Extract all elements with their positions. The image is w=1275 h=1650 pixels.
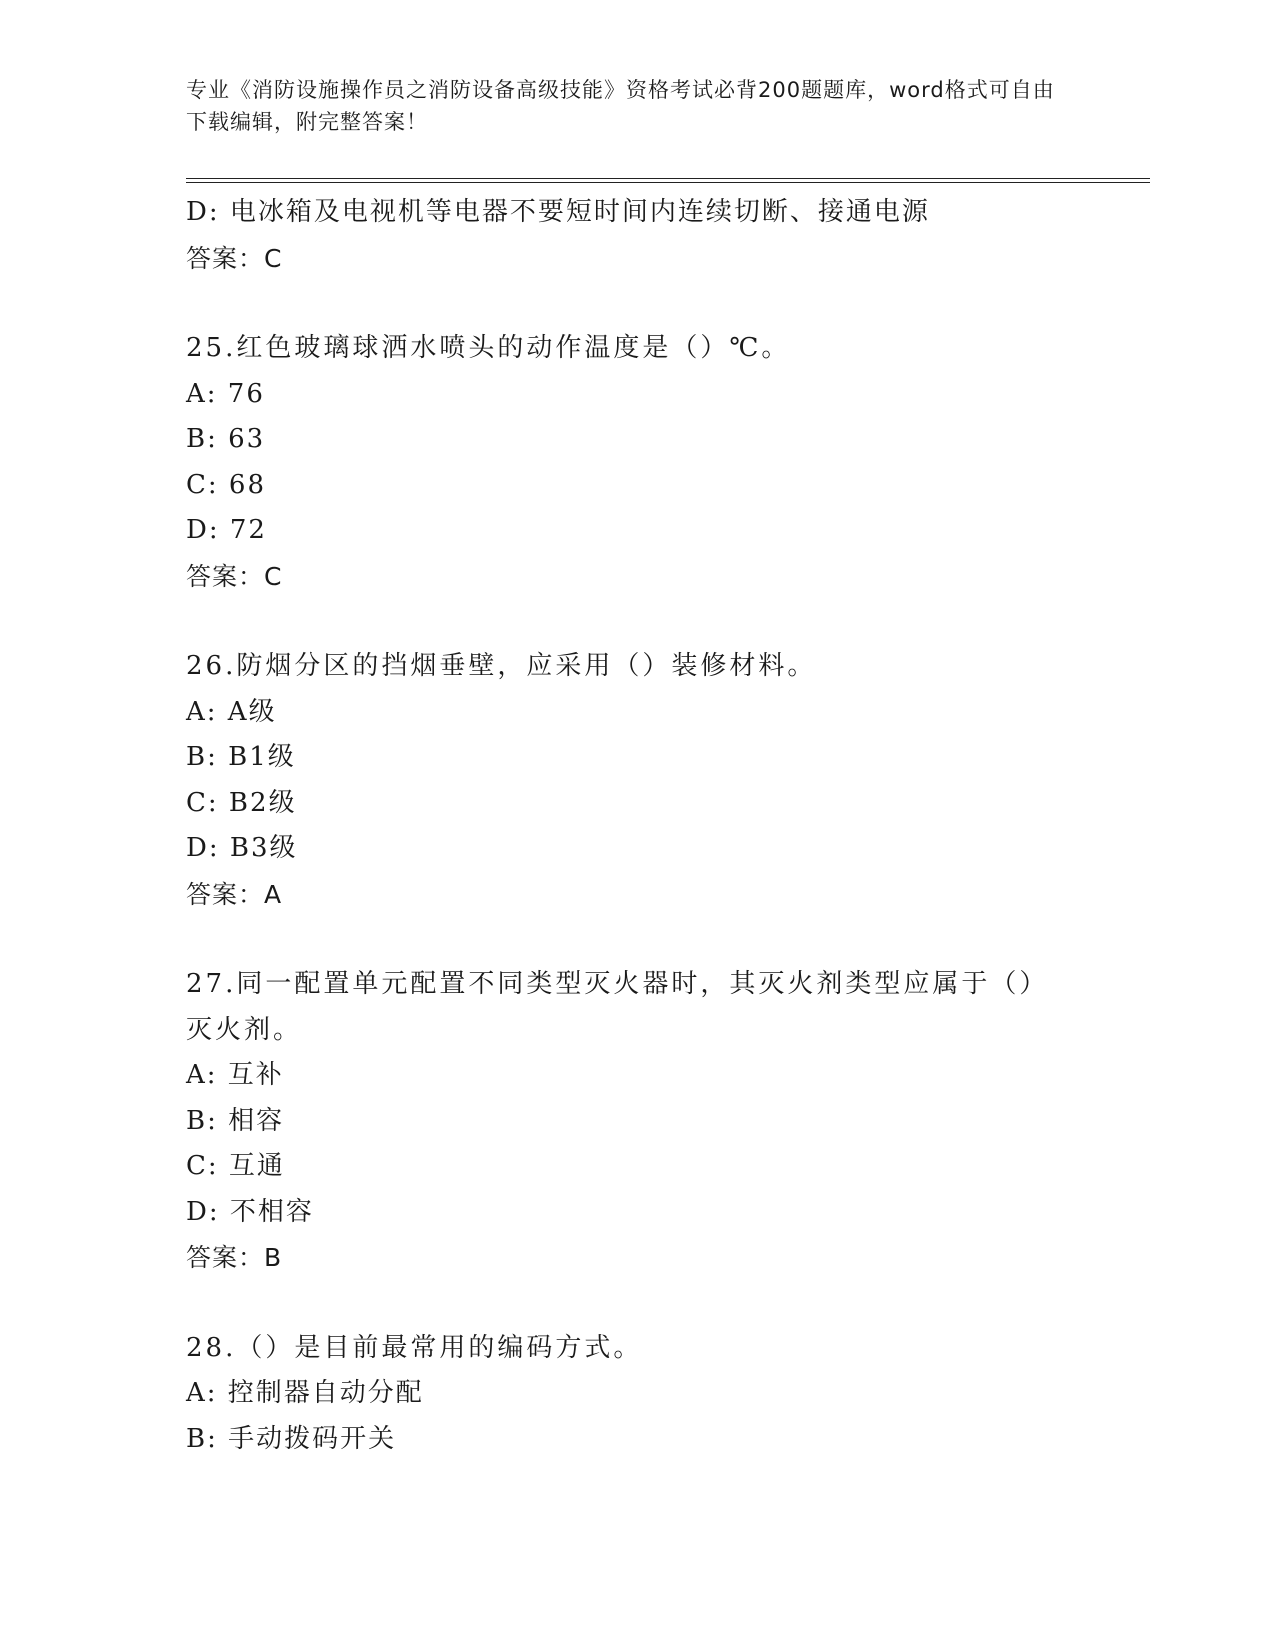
answer-line: 答案：C [186, 243, 283, 273]
answer-line: 答案：A [186, 879, 283, 909]
spacer [186, 1281, 1086, 1326]
question-stem: 27.同一配置单元配置不同类型灭火器时，其灭火剂类型应属于（）灭火剂。 [186, 969, 1049, 1045]
previous-question-tail [186, 190, 1086, 281]
question-25 [186, 326, 1086, 599]
option-d: D: 72 [186, 515, 267, 545]
option-a: A: 76 [186, 378, 265, 409]
answer-line: 答案：C [186, 561, 283, 591]
spacer [186, 917, 1086, 962]
option-a: A: 互补 [186, 1060, 284, 1090]
question-27 [186, 962, 1086, 1281]
spacer [186, 599, 1086, 644]
option-b: B: 相容 [186, 1105, 285, 1136]
option-b: B: 63 [186, 424, 266, 454]
question-26 [186, 644, 1086, 917]
answer-line: 答案：B [186, 1243, 283, 1272]
header-divider-top [186, 178, 1150, 179]
option-d: D: B3级 [186, 833, 298, 863]
document-header: 专业《消防设施操作员之消防设备高级技能》资格考试必背200题题库，word格式可自由下载编辑，附完整答案！ [186, 78, 1055, 134]
option-d: D: 电冰箱及电视机等电器不要短时间内连续切断、接通电源 [186, 197, 930, 227]
option-a: A: A级 [186, 696, 277, 727]
header-divider-bottom [186, 182, 1150, 183]
question-stem: 28.（）是目前最常用的编码方式。 [186, 1332, 643, 1363]
option-b: B: B1级 [186, 742, 296, 772]
option-b: B: 手动拨码开关 [186, 1423, 397, 1454]
question-stem: 25.红色玻璃球洒水喷头的动作温度是（）℃。 [186, 333, 791, 363]
question-list [186, 190, 1086, 1462]
option-d: D: 不相容 [186, 1196, 314, 1227]
spacer [186, 281, 1086, 326]
question-28 [186, 1326, 1086, 1463]
question-stem: 26.防烟分区的挡烟垂壁，应采用（）装修材料。 [186, 651, 817, 681]
option-a: A: 控制器自动分配 [186, 1378, 424, 1408]
option-c: C: B2级 [186, 787, 297, 818]
option-c: C: 68 [186, 469, 267, 500]
option-c: C: 互通 [186, 1151, 285, 1181]
